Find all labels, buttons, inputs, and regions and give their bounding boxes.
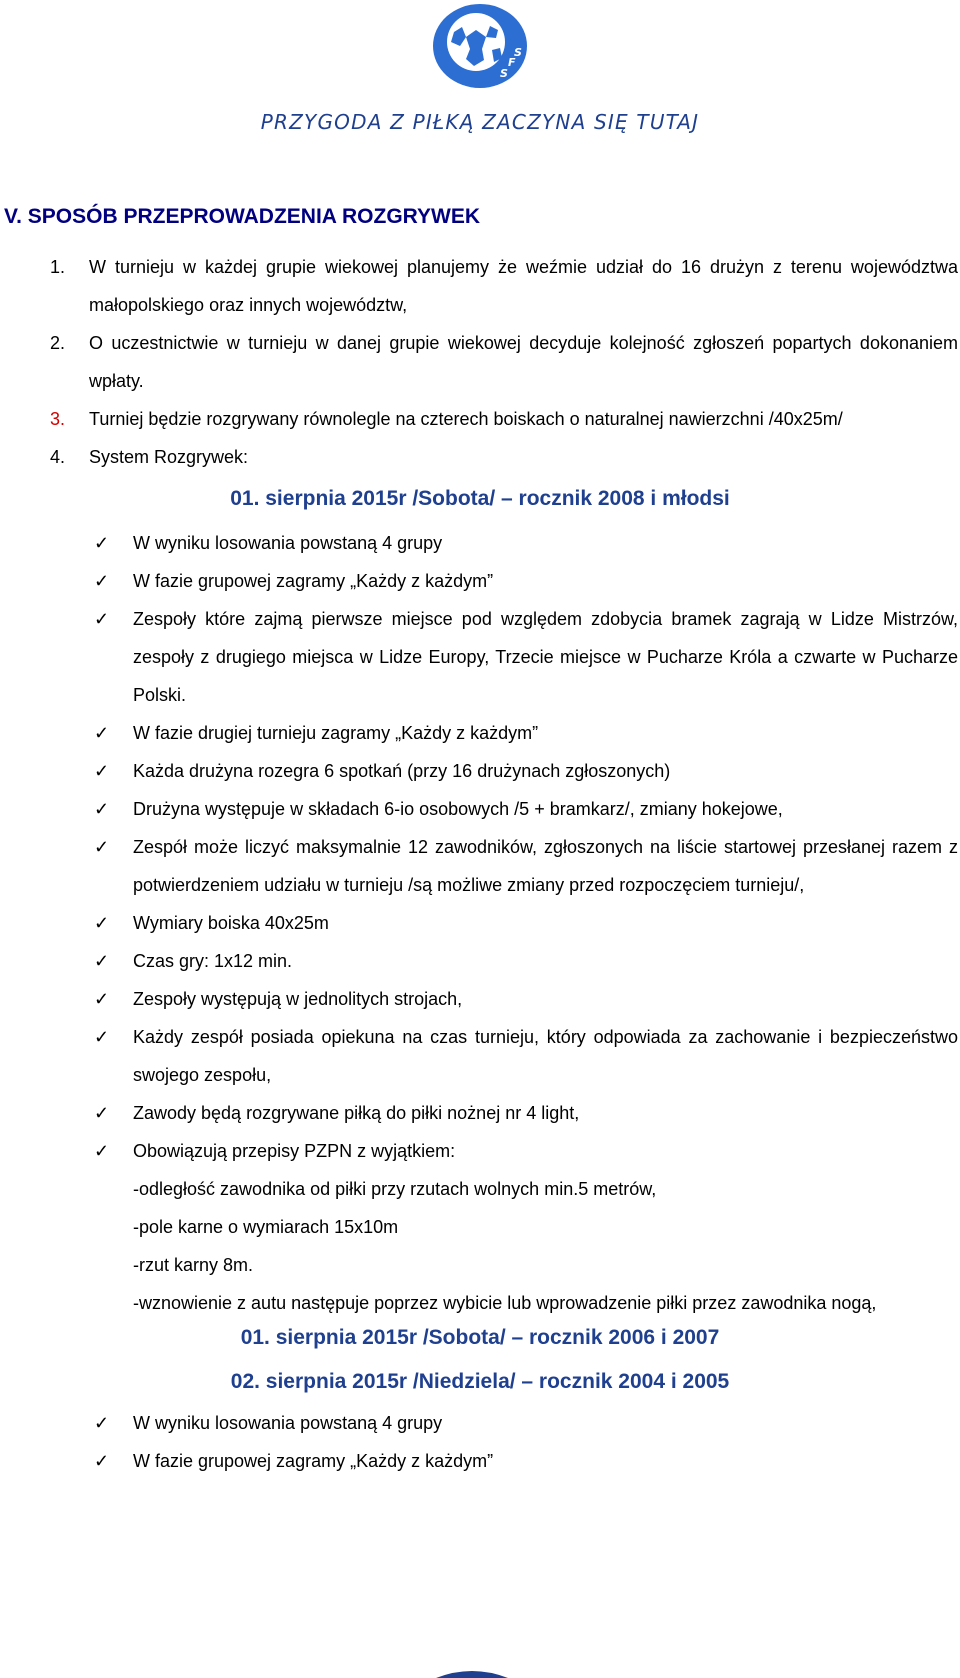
rule-item <box>94 1404 958 1442</box>
rule-text: Drużyna występuje w składach 6-io osobowych /5 + bramkarz/, zmiany hokejowe, <box>133 799 783 819</box>
rule-text: Czas gry: 1x12 min. <box>133 951 293 971</box>
item-text: System Rozgrywek: <box>89 447 249 467</box>
rule-item <box>94 790 958 828</box>
rule-text: Każdy zespół posiada opiekuna na czas turnieju, który odpowiada za zachowanie i bezpieczeństwo swojego zespołu, <box>133 1027 958 1085</box>
day2-heading-a: 01. sierpnia 2015r /Sobota/ – rocznik 2006 i 2007 <box>240 1326 720 1349</box>
item-number: 1. <box>50 257 66 277</box>
rule-text: Wymiary boiska 40x25m <box>133 913 329 933</box>
rule-item <box>94 562 958 600</box>
exception-text: -pole karne o wymiarach 15x10m <box>133 1217 399 1237</box>
rule-item <box>94 942 958 980</box>
rule-item <box>94 904 958 942</box>
check-icon: ✓ <box>94 1141 110 1161</box>
check-icon: ✓ <box>94 571 110 591</box>
item-number: 4. <box>50 447 66 467</box>
rule-text: W wyniku losowania powstaną 4 grupy <box>133 1413 443 1433</box>
rule-item <box>94 1442 958 1480</box>
check-icon: ✓ <box>94 913 110 933</box>
list-item <box>50 400 958 438</box>
numbered-list <box>50 248 958 476</box>
day2-heading-b: 02. sierpnia 2015r /Niedziela/ – rocznik 2004 i 2005 <box>230 1370 730 1393</box>
list-item <box>50 248 958 324</box>
footer-logo-fragment <box>432 1668 512 1678</box>
section-title: V. SPOSÓB PRZEPROWADZENIA ROZGRYWEK <box>4 205 481 228</box>
rule-text: W fazie grupowej zagramy „Każdy z każdym” <box>133 1451 494 1471</box>
rule-item <box>94 752 958 790</box>
check-icon: ✓ <box>94 799 110 819</box>
exception-text: -odległość zawodnika od piłki przy rzutach wolnych min.5 metrów, <box>133 1179 657 1199</box>
rule-item <box>94 524 958 562</box>
page-header <box>0 0 960 145</box>
exception-text: -wznowienie z autu następuje poprzez wybicie lub wprowadzenie piłki przez zawodnika nogą, <box>133 1293 877 1313</box>
rule-item <box>94 1018 958 1094</box>
rule-item <box>94 1094 958 1132</box>
svg-text:F: F <box>508 56 516 69</box>
check-icon: ✓ <box>94 1451 110 1471</box>
rule-text: Zespół może liczyć maksymalnie 12 zawodników, zgłoszonych na liście startowej przesłanej razem z potwierdzeniem udziału w turnieju /są możliwe zmiany przed rozpoczęciem turnieju/, <box>133 837 958 895</box>
rule-text: W fazie drugiej turnieju zagramy „Każdy z każdym” <box>133 723 539 743</box>
check-icon: ✓ <box>94 837 110 857</box>
rule-text: W fazie grupowej zagramy „Każdy z każdym” <box>133 571 494 591</box>
check-icon: ✓ <box>94 951 110 971</box>
check-icon: ✓ <box>94 761 110 781</box>
check-icon: ✓ <box>94 723 110 743</box>
check-icon: ✓ <box>94 1103 110 1123</box>
sfs-ball-logo <box>428 2 540 94</box>
rule-item <box>94 980 958 1018</box>
check-icon: ✓ <box>94 1027 110 1047</box>
item-number: 3. <box>50 409 66 429</box>
rule-text: Obowiązują przepisy PZPN z wyjątkiem: <box>133 1141 456 1161</box>
rule-item <box>94 714 958 752</box>
rule-text: Zespoły które zajmą pierwsze miejsce pod względem zdobycia bramek zagrają w Lidze Mistrzów, zespoły z drugiego miejsca w Lidze Europy, Trzecie miejsce w Pucharze Króla a czwarte w Pucharze Polski. <box>133 609 958 705</box>
rule-item <box>94 600 958 714</box>
svg-text:S: S <box>500 67 508 80</box>
item-text: W turnieju w każdej grupie wiekowej planujemy że weźmie udział do 16 drużyn z terenu województwa małopolskiego oraz innych województw, <box>89 257 958 315</box>
exception-text: -rzut karny 8m. <box>133 1255 254 1275</box>
rule-item <box>94 1132 958 1322</box>
day2-rules <box>94 1404 958 1480</box>
list-item <box>50 438 958 476</box>
slogan: PRZYGODA Z PIŁKĄ ZACZYNA SIĘ TUTAJ <box>260 110 700 134</box>
rule-text: W wyniku losowania powstaną 4 grupy <box>133 533 443 553</box>
day1-rules <box>94 524 958 1322</box>
list-item <box>50 324 958 400</box>
item-number: 2. <box>50 333 66 353</box>
item-text: Turniej będzie rozgrywany równolegle na czterech boiskach o naturalnej nawierzchni /40x25m/ <box>89 409 843 429</box>
item-text: O uczestnictwie w turnieju w danej grupie wiekowej decyduje kolejność zgłoszeń popartych dokonaniem wpłaty. <box>89 333 958 391</box>
check-icon: ✓ <box>94 533 110 553</box>
check-icon: ✓ <box>94 1413 110 1433</box>
rule-text: Zawody będą rozgrywane piłką do piłki nożnej nr 4 light, <box>133 1103 580 1123</box>
check-icon: ✓ <box>94 609 110 629</box>
rule-text: Każda drużyna rozegra 6 spotkań (przy 16 drużynach zgłoszonych) <box>133 761 671 781</box>
svg-text:S: S <box>514 46 522 59</box>
rule-text: Zespoły występują w jednolitych strojach, <box>133 989 463 1009</box>
day1-heading: 01. sierpnia 2015r /Sobota/ – rocznik 2008 i młodsi <box>230 487 730 510</box>
rule-item <box>94 828 958 904</box>
check-icon: ✓ <box>94 989 110 1009</box>
